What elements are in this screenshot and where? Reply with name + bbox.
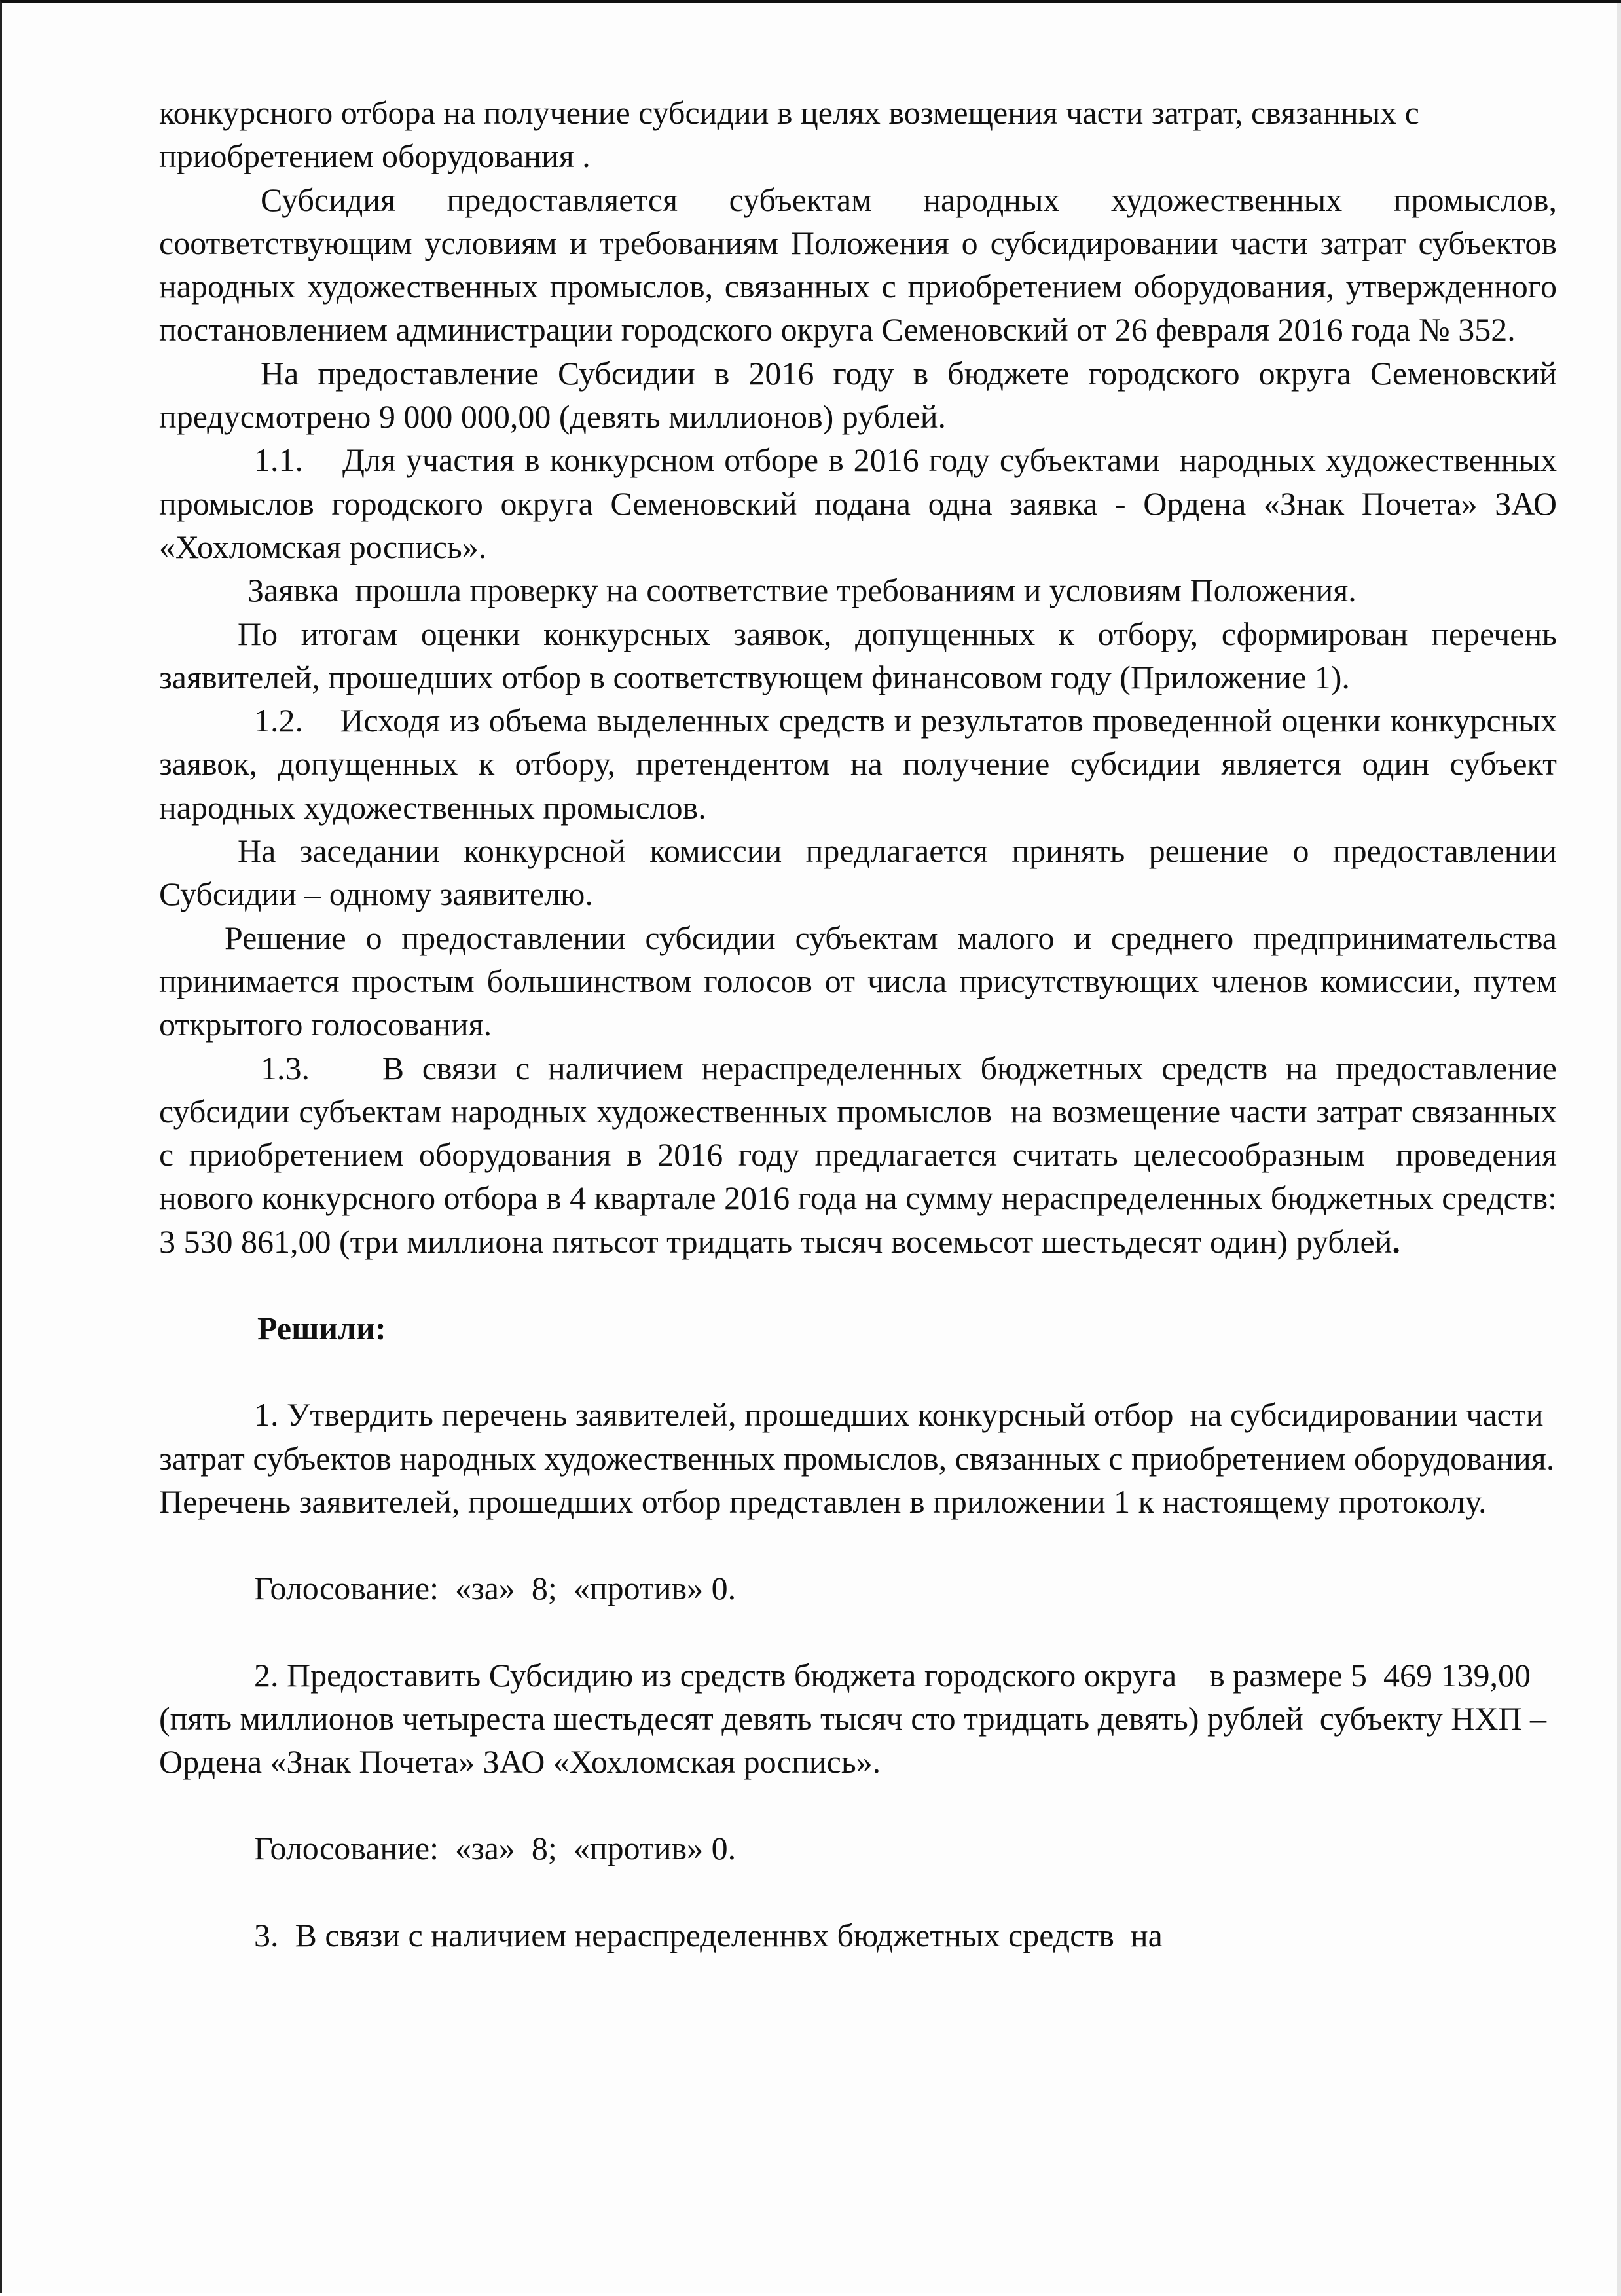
document-body	[159, 91, 1565, 1957]
paragraph-subsidy-conditions: Субсидия предоставляется субъектам народных художественных промыслов, соответствующим условиям и требованиям Положения о субсидировании части затрат субъектов народных художественных промыслов, связанных с приобретением оборудования, утвержденного постановлением администрации городского округа Семеновский от 26 февраля 2016 года № 352.	[159, 181, 1565, 348]
paragraph-1-3-period: .	[1392, 1223, 1400, 1260]
paragraph-application-check: Заявка прошла проверку на соответствие требованиям и условиям Положения.	[247, 572, 1357, 609]
paragraph-1-2: 1.2. Исходя из объема выделенных средств и результатов проведенной оценки конкурсных заявок, допущенных к отбору, претендентом на получение субсидии является один субъект народных художественных промыслов.	[159, 702, 1565, 826]
decision-2: 2. Предоставить Субсидию из средств бюджета городского округа в размере 5 469 139,00 (пять миллионов четыреста шестьдесят девять тысяч сто тридцать девять) рублей субъекту НХП – Ордена «Знак Почета» ЗАО «Хохломская роспись».	[159, 1656, 1555, 1781]
paragraph-commission-proposal: На заседании конкурсной комиссии предлагается принять решение о предоставлении Субсидии – одному заявителю.	[159, 832, 1565, 913]
paragraph-1-3	[159, 1046, 1565, 1263]
decision-3: 3. В связи с наличием нераспределеннвх бюджетных средств на	[254, 1916, 1163, 1953]
paragraph-voting-rule: Решение о предоставлении субсидии субъектам малого и среднего предпринимательства принимается простым большинством голосов от числа присутствующих членов комиссии, путем открытого голосования.	[159, 919, 1565, 1043]
vote-result-1: Голосование: «за» 8; «против» 0.	[254, 1570, 737, 1607]
paragraph-intro: конкурсного отбора на получение субсидии в целях возмещения части затрат, связанных с приобретением оборудования .	[159, 94, 1428, 175]
paragraph-1-1: 1.1. Для участия в конкурсном отборе в 2016 году субъектами народных художественных промыслов городского округа Семеновский подана одна заявка - Ордена «Знак Почета» ЗАО «Хохломская роспись».	[159, 441, 1565, 565]
page-edge	[1617, 3, 1621, 2296]
paragraph-1-3-text: 1.3. В связи с наличием нераспределенных бюджетных средств на предоставление субсидии субъектам народных художественных промыслов на возмещение части затрат связанных с приобретением оборудования в 2016 году предлагается считать целесообразным проведения нового конкурсного отбора в 4 квартале 2016 года на сумму нераспределенных бюджетных средств: 3 530 861,00 (три миллиона пятьсот тридцать тысяч восемьсот шестьдесят один) рублей	[159, 1049, 1565, 1260]
vote-result-2: Голосование: «за» 8; «против» 0.	[254, 1830, 737, 1867]
decision-1: 1. Утвердить перечень заявителей, прошедших конкурсный отбор на субсидировании части затрат субъектов народных художественных промыслов, связанных с приобретением оборудования. Перечень заявителей, прошедших отбор представлен в приложении 1 к настоящему протоколу.	[159, 1396, 1563, 1520]
paragraph-budget: На предоставление Субсидии в 2016 году в бюджете городского округа Семеновский предусмотрено 9 000 000,00 (девять миллионов) рублей.	[159, 354, 1565, 435]
decided-heading: Решили:	[257, 1310, 386, 1347]
paragraph-evaluation-results: По итогам оценки конкурсных заявок, допущенных к отбору, сформирован перечень заявителей, прошедших отбор в соответствующем финансовом году (Приложение 1).	[159, 615, 1565, 695]
